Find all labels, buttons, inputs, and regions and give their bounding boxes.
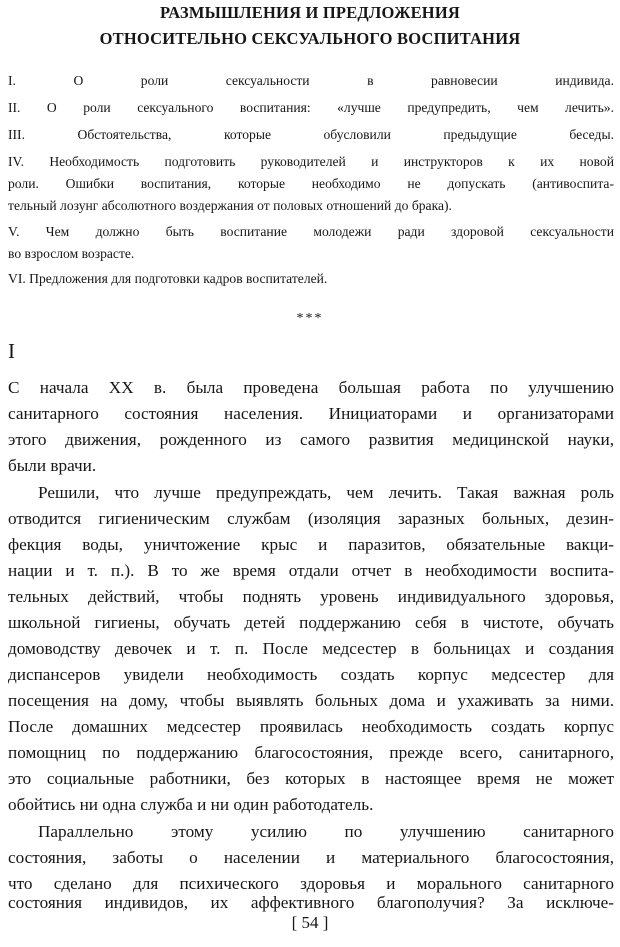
- page-subtitle: ОТНОСИТЕЛЬНО СЕКСУАЛЬНОГО ВОСПИТАНИЯ: [99, 29, 521, 48]
- text-line: Параллельно этому усилию по улучшению санитарного: [38, 822, 614, 841]
- text-line: школьной гигиены, обучать детей поддержанию себя в чистоте, обучать: [8, 613, 614, 632]
- contents-item: V. Чем должно быть воспитание молодежи ради здоровой сексуальности: [8, 224, 614, 239]
- contents-item: роли. Ошибки воспитания, которые необходимо не допускать (антивоспита-: [8, 176, 614, 191]
- contents-item: VI. Предложения для подготовки кадров воспитателей.: [8, 271, 328, 286]
- page-number: [ 54 ]: [291, 913, 329, 932]
- text-line: этого движения, рожденного из самого развития медицинской науки,: [8, 430, 614, 449]
- section-separator: ***: [296, 311, 324, 326]
- page-title: РАЗМЫШЛЕНИЯ И ПРЕДЛОЖЕНИЯ: [160, 3, 460, 22]
- chapter-number: I: [8, 339, 15, 363]
- contents-item: IV. Необходимость подготовить руководителей и инструкторов к их новой: [8, 154, 614, 169]
- text-line: что сделано для психического здоровья и морального санитарного: [8, 874, 614, 893]
- text-line-last: состояния индивидов, их аффективного благополучия? За исключе-: [8, 893, 614, 912]
- contents-item: I. О роли сексуальности в равновесии индивида.: [8, 73, 614, 88]
- text-line: С начала XX в. была проведена большая работа по улучшению: [8, 378, 614, 397]
- text-line: санитарного состояния населения. Инициаторами и организаторами: [8, 404, 614, 423]
- text-line: диспансеров увидели необходимость создать корпус медсестер для: [8, 665, 614, 684]
- text-line: тельных действий, чтобы поднять уровень индивидуального здоровья,: [8, 587, 614, 606]
- text-line: состояния, заботы о населении и материального благосостояния,: [8, 848, 614, 867]
- text-line: обойтись ни одна служба и ни один работодатель.: [8, 795, 374, 814]
- contents-item: во взрослом возрасте.: [8, 246, 135, 261]
- text-line: отводится гигиеническим службам (изоляция заразных больных, дезин-: [8, 509, 614, 528]
- text-line: посещения на дому, чтобы выявлять больных дома и ухаживать за ними.: [8, 691, 614, 710]
- text-line: помощниц по поддержанию благосостояния, прежде всего, санитарного,: [8, 743, 614, 762]
- text-line: фекция воды, уничтожение крыс и паразитов, обязательные вакци-: [8, 535, 614, 554]
- text-line: нации и т. п.). В то же время отдали отчет в необходимости воспита-: [8, 561, 614, 580]
- contents-item: тельный лозунг абсолютного воздержания от половых отношений до брака).: [8, 198, 452, 213]
- contents-item: III. Обстоятельства, которые обусловили предыдущие беседы.: [8, 127, 614, 142]
- text-line: были врачи.: [8, 456, 97, 475]
- text-line: домоводству девочек и т. п. После медсестер в больницах и создания: [8, 639, 614, 658]
- contents-item: II. О роли сексуального воспитания: «лучше предупредить, чем лечить».: [8, 100, 614, 115]
- text-line: это социальные работники, без которых в настоящее время не может: [8, 769, 614, 788]
- text-line: Решили, что лучше предупреждать, чем лечить. Такая важная роль: [38, 483, 614, 502]
- text-line: После домашних медсестер проявилась необходимость создать корпус: [8, 717, 614, 736]
